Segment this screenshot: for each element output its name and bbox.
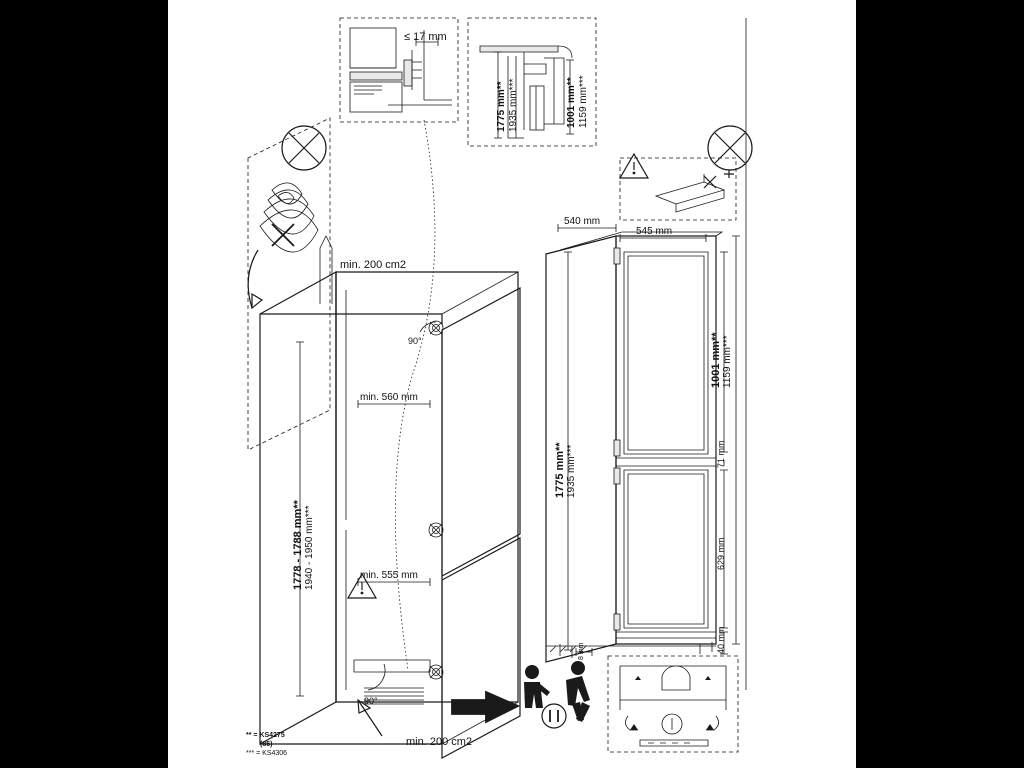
footnote-line-1: ** = KS4275 [246,732,285,739]
dim-fridge-height-secondary: 1159 mm*** [722,335,733,388]
footnote-line-3: *** = KS4306 [246,750,288,757]
dim-gap-71: 71 mm [716,440,726,468]
dim-appliance-width: 540 mm [564,216,601,227]
dim-base-40: 40 mm [716,626,726,654]
dim-angle-bottom: 90° [364,696,378,706]
dim-niche-height-primary: 1778 - 1788 mm** [292,500,304,590]
dim-total-height-secondary-detail: 1935 mm*** [508,78,519,132]
dim-depth-top: min. 560 mm [360,392,418,403]
footnote-line-2: (85) [260,741,273,748]
dim-hinge-clearance: ≤ 17 mm [404,31,447,43]
dim-plinth-8: 8 mm [578,642,585,660]
diagram-sheet [168,0,856,768]
dim-depth-bottom: min. 555 mm [360,570,418,581]
dim-total-height-primary-detail: 1775 mm** [496,81,507,132]
dim-fridge-height-secondary-detail: 1159 mm*** [578,75,589,128]
dim-ventilation-bottom: min. 200 cm2 [406,736,473,748]
dim-total-height-secondary: 1935 mm*** [566,444,577,498]
dim-angle-top: 90° [408,336,422,346]
dim-freezer-629: 629 mm [716,537,726,570]
dim-fridge-height-primary-detail: 1001 mm** [566,77,577,128]
dim-fridge-height-primary: 1001 mm** [710,332,722,388]
dim-total-height-primary: 1775 mm** [554,442,566,498]
dim-ventilation-top: min. 200 cm2 [340,259,407,271]
dim-appliance-depth: 545 mm [636,226,673,237]
dim-niche-height-secondary: 1940 - 1950 mm*** [304,505,315,590]
